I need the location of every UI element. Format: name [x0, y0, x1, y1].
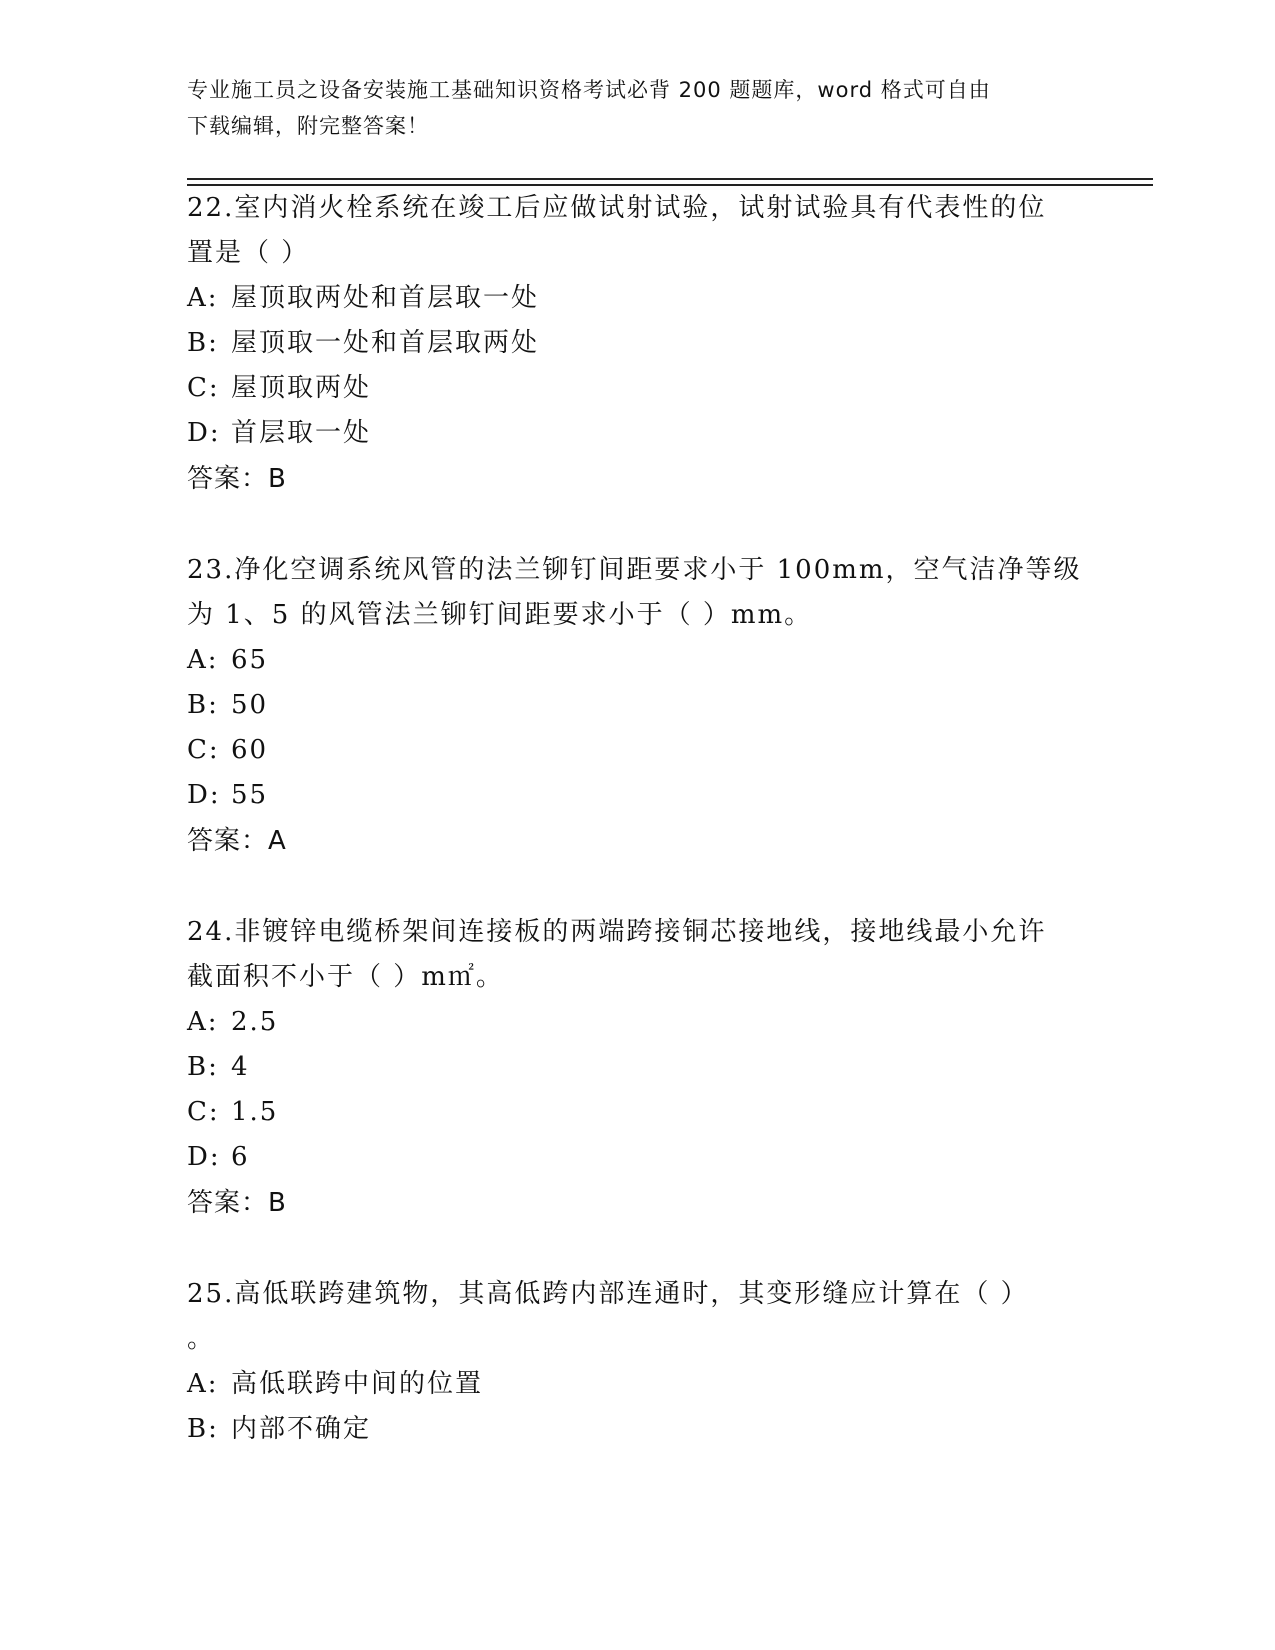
document-header: [187, 72, 1067, 144]
option-text: 2.5: [231, 1007, 279, 1037]
option-a: [187, 276, 1087, 321]
option-letter: C:: [187, 1097, 220, 1127]
option-b: [187, 1045, 1087, 1090]
option-text: 屋顶取一处和首层取两处: [231, 328, 540, 358]
question-text-line-1: 22.室内消火栓系统在竣工后应做试射试验，试射试验具有代表性的位: [187, 193, 1047, 223]
header-line-1: 专业施工员之设备安装施工基础知识资格考试必背 200 题题库，word 格式可自由: [187, 78, 991, 102]
option-b: [187, 683, 1087, 728]
option-text: 高低联跨中间的位置: [231, 1369, 484, 1399]
option-a: [187, 1362, 1087, 1407]
option-a: [187, 1000, 1087, 1045]
option-c: [187, 366, 1087, 411]
option-text: 屋顶取两处和首层取一处: [231, 283, 540, 313]
option-text: 60: [231, 735, 269, 765]
option-letter: B:: [187, 690, 219, 720]
question-25: [187, 1272, 1087, 1452]
question-list: [187, 186, 1087, 1498]
option-b: [187, 321, 1087, 366]
question-text: [187, 548, 1087, 638]
question-text: [187, 186, 1087, 276]
option-letter: D:: [187, 418, 221, 448]
option-text: 55: [231, 780, 269, 810]
option-a: [187, 638, 1087, 683]
option-letter: B:: [187, 328, 219, 358]
option-d: [187, 773, 1087, 818]
question-24: [187, 910, 1087, 1226]
header-divider-top: [187, 178, 1153, 180]
option-letter: A:: [187, 1369, 219, 1399]
question-23: [187, 548, 1087, 864]
question-text-line-1: 24.非镀锌电缆桥架间连接板的两端跨接铜芯接地线，接地线最小允许: [187, 917, 1047, 947]
question-text-line-2: 截面积不小于（ ）m㎡。: [187, 962, 504, 992]
option-letter: B:: [187, 1052, 219, 1082]
question-text: [187, 1272, 1087, 1362]
answer: 答案：B: [187, 464, 287, 494]
option-text: 50: [231, 690, 269, 720]
answer: 答案：A: [187, 826, 287, 856]
option-d: [187, 411, 1087, 456]
question-text-line-1: 25.高低联跨建筑物，其高低跨内部连通时，其变形缝应计算在（ ）: [187, 1279, 1029, 1309]
question-text-line-2: 为 1、5 的风管法兰铆钉间距要求小于（ ）mm。: [187, 600, 813, 630]
option-letter: D:: [187, 1142, 221, 1172]
question-text-line-1: 23.净化空调系统风管的法兰铆钉间距要求小于 100mm，空气洁净等级: [187, 555, 1082, 585]
header-line-2: 下载编辑，附完整答案！: [187, 114, 429, 138]
option-letter: A:: [187, 283, 219, 313]
option-text: 6: [231, 1142, 250, 1172]
option-text: 65: [231, 645, 269, 675]
question-22: [187, 186, 1087, 502]
option-b: [187, 1407, 1087, 1452]
option-letter: C:: [187, 373, 220, 403]
option-text: 1.5: [231, 1097, 279, 1127]
option-c: [187, 728, 1087, 773]
option-text: 屋顶取两处: [231, 373, 372, 403]
option-d: [187, 1135, 1087, 1180]
option-letter: D:: [187, 780, 221, 810]
option-letter: A:: [187, 645, 219, 675]
question-text: [187, 910, 1087, 1000]
option-text: 首层取一处: [231, 418, 372, 448]
question-text-line-2: 。: [187, 1324, 216, 1354]
option-letter: A:: [187, 1007, 219, 1037]
option-text: 4: [231, 1052, 250, 1082]
option-text: 内部不确定: [231, 1414, 372, 1444]
answer: 答案：B: [187, 1188, 287, 1218]
question-text-line-2: 置是（ ）: [187, 238, 310, 268]
option-letter: B:: [187, 1414, 219, 1444]
option-letter: C:: [187, 735, 220, 765]
option-c: [187, 1090, 1087, 1135]
